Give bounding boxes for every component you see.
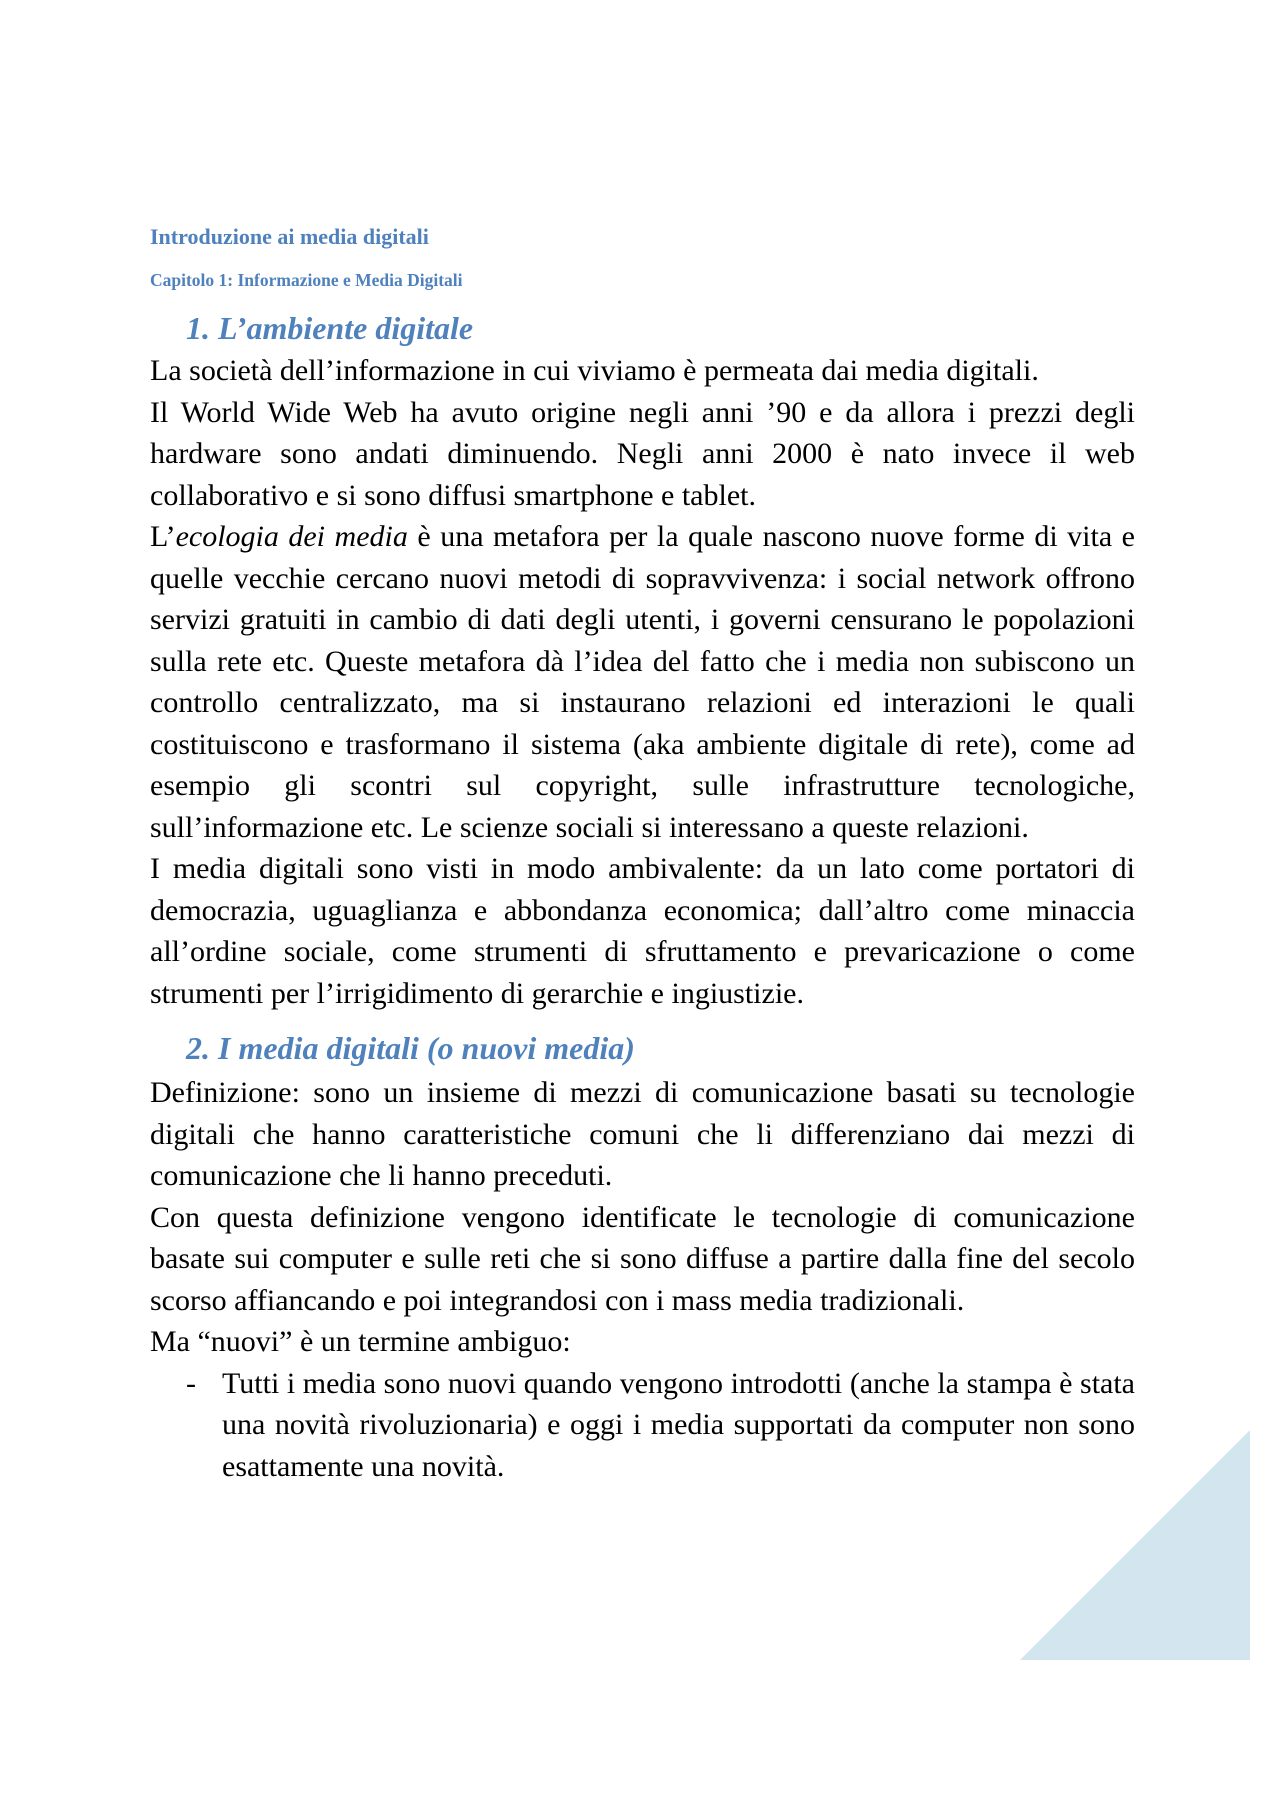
paragraph: I media digitali sono visti in modo ambivalente: da un lato come portatori di democrazia, uguaglianza e abbondanza economica; dall’altro come minaccia all’ordine sociale, come strumenti di sfruttamento e prevaricazione o come strumenti per l’irrigidimento di gerarchie e ingiustizie.: [150, 852, 1135, 1010]
page-content: [150, 222, 1135, 1487]
paragraph: Con questa definizione vengono identificate le tecnologie di comunicazione basate sui computer e sulle reti che si sono diffuse a partire dalla fine del secolo scorso affiancando e poi integrandosi con i mass media tradizionali.: [150, 1200, 1135, 1317]
corner-triangle-decoration: [1020, 1430, 1250, 1660]
list-item-text: Tutti i media sono nuovi quando vengono introdotti (anche la stampa è stata una novità rivoluzionaria) e oggi i media supportati da computer non sono esattamente una novità.: [222, 1366, 1135, 1483]
italic-term: ecologia dei media: [175, 520, 408, 553]
dash-bullet-icon: -: [186, 1366, 196, 1400]
triangle-shape: [1020, 1430, 1250, 1660]
paragraph: Il World Wide Web ha avuto origine negli anni ’90 e da allora i prezzi degli hardware sono andati diminuendo. Negli anni 2000 è nato invece il web collaborativo e si sono diffusi smartphone e tablet.: [150, 395, 1135, 512]
paragraph-text: L’: [150, 520, 176, 553]
paragraph: Ma “nuovi” è un termine ambiguo:: [150, 1325, 571, 1358]
bullet-list: [150, 1363, 1135, 1488]
paragraph: La società dell’informazione in cui viviamo è permeata dai media digitali.: [150, 354, 1039, 387]
list-item: [150, 1363, 1135, 1488]
section-heading-2: 2. I media digitali (o nuovi media): [186, 1030, 635, 1066]
section-heading-1: 1. L’ambiente digitale: [186, 310, 474, 346]
document-title: Introduzione ai media digitali: [150, 224, 429, 249]
paragraph: [150, 516, 1135, 848]
chapter-subtitle: Capitolo 1: Informazione e Media Digitali: [150, 270, 463, 290]
paragraph-text: è una metafora per la quale nascono nuove forme di vita e quelle vecchie cercano nuovi metodi di sopravvivenza: i social network offrono servizi gratuiti in cambio di dati degli utenti, i governi censurano le popolazioni sulla rete etc. Queste metafora dà l’idea del fatto che i media non subiscono un controllo centralizzato, ma si instaurano relazioni ed interazioni le quali costituiscono e trasformano il sistema (aka ambiente digitale di rete), come ad esempio gli scontri sul copyright, sulle infrastrutture tecnologiche, sull’informazione etc. Le scienze sociali si interessano a queste relazioni.: [150, 520, 1135, 844]
definition-paragraph: Definizione: sono un insieme di mezzi di comunicazione basati su tecnologie digitali che hanno caratteristiche comuni che li differenziano dai mezzi di comunicazione che li hanno preceduti.: [150, 1076, 1135, 1192]
